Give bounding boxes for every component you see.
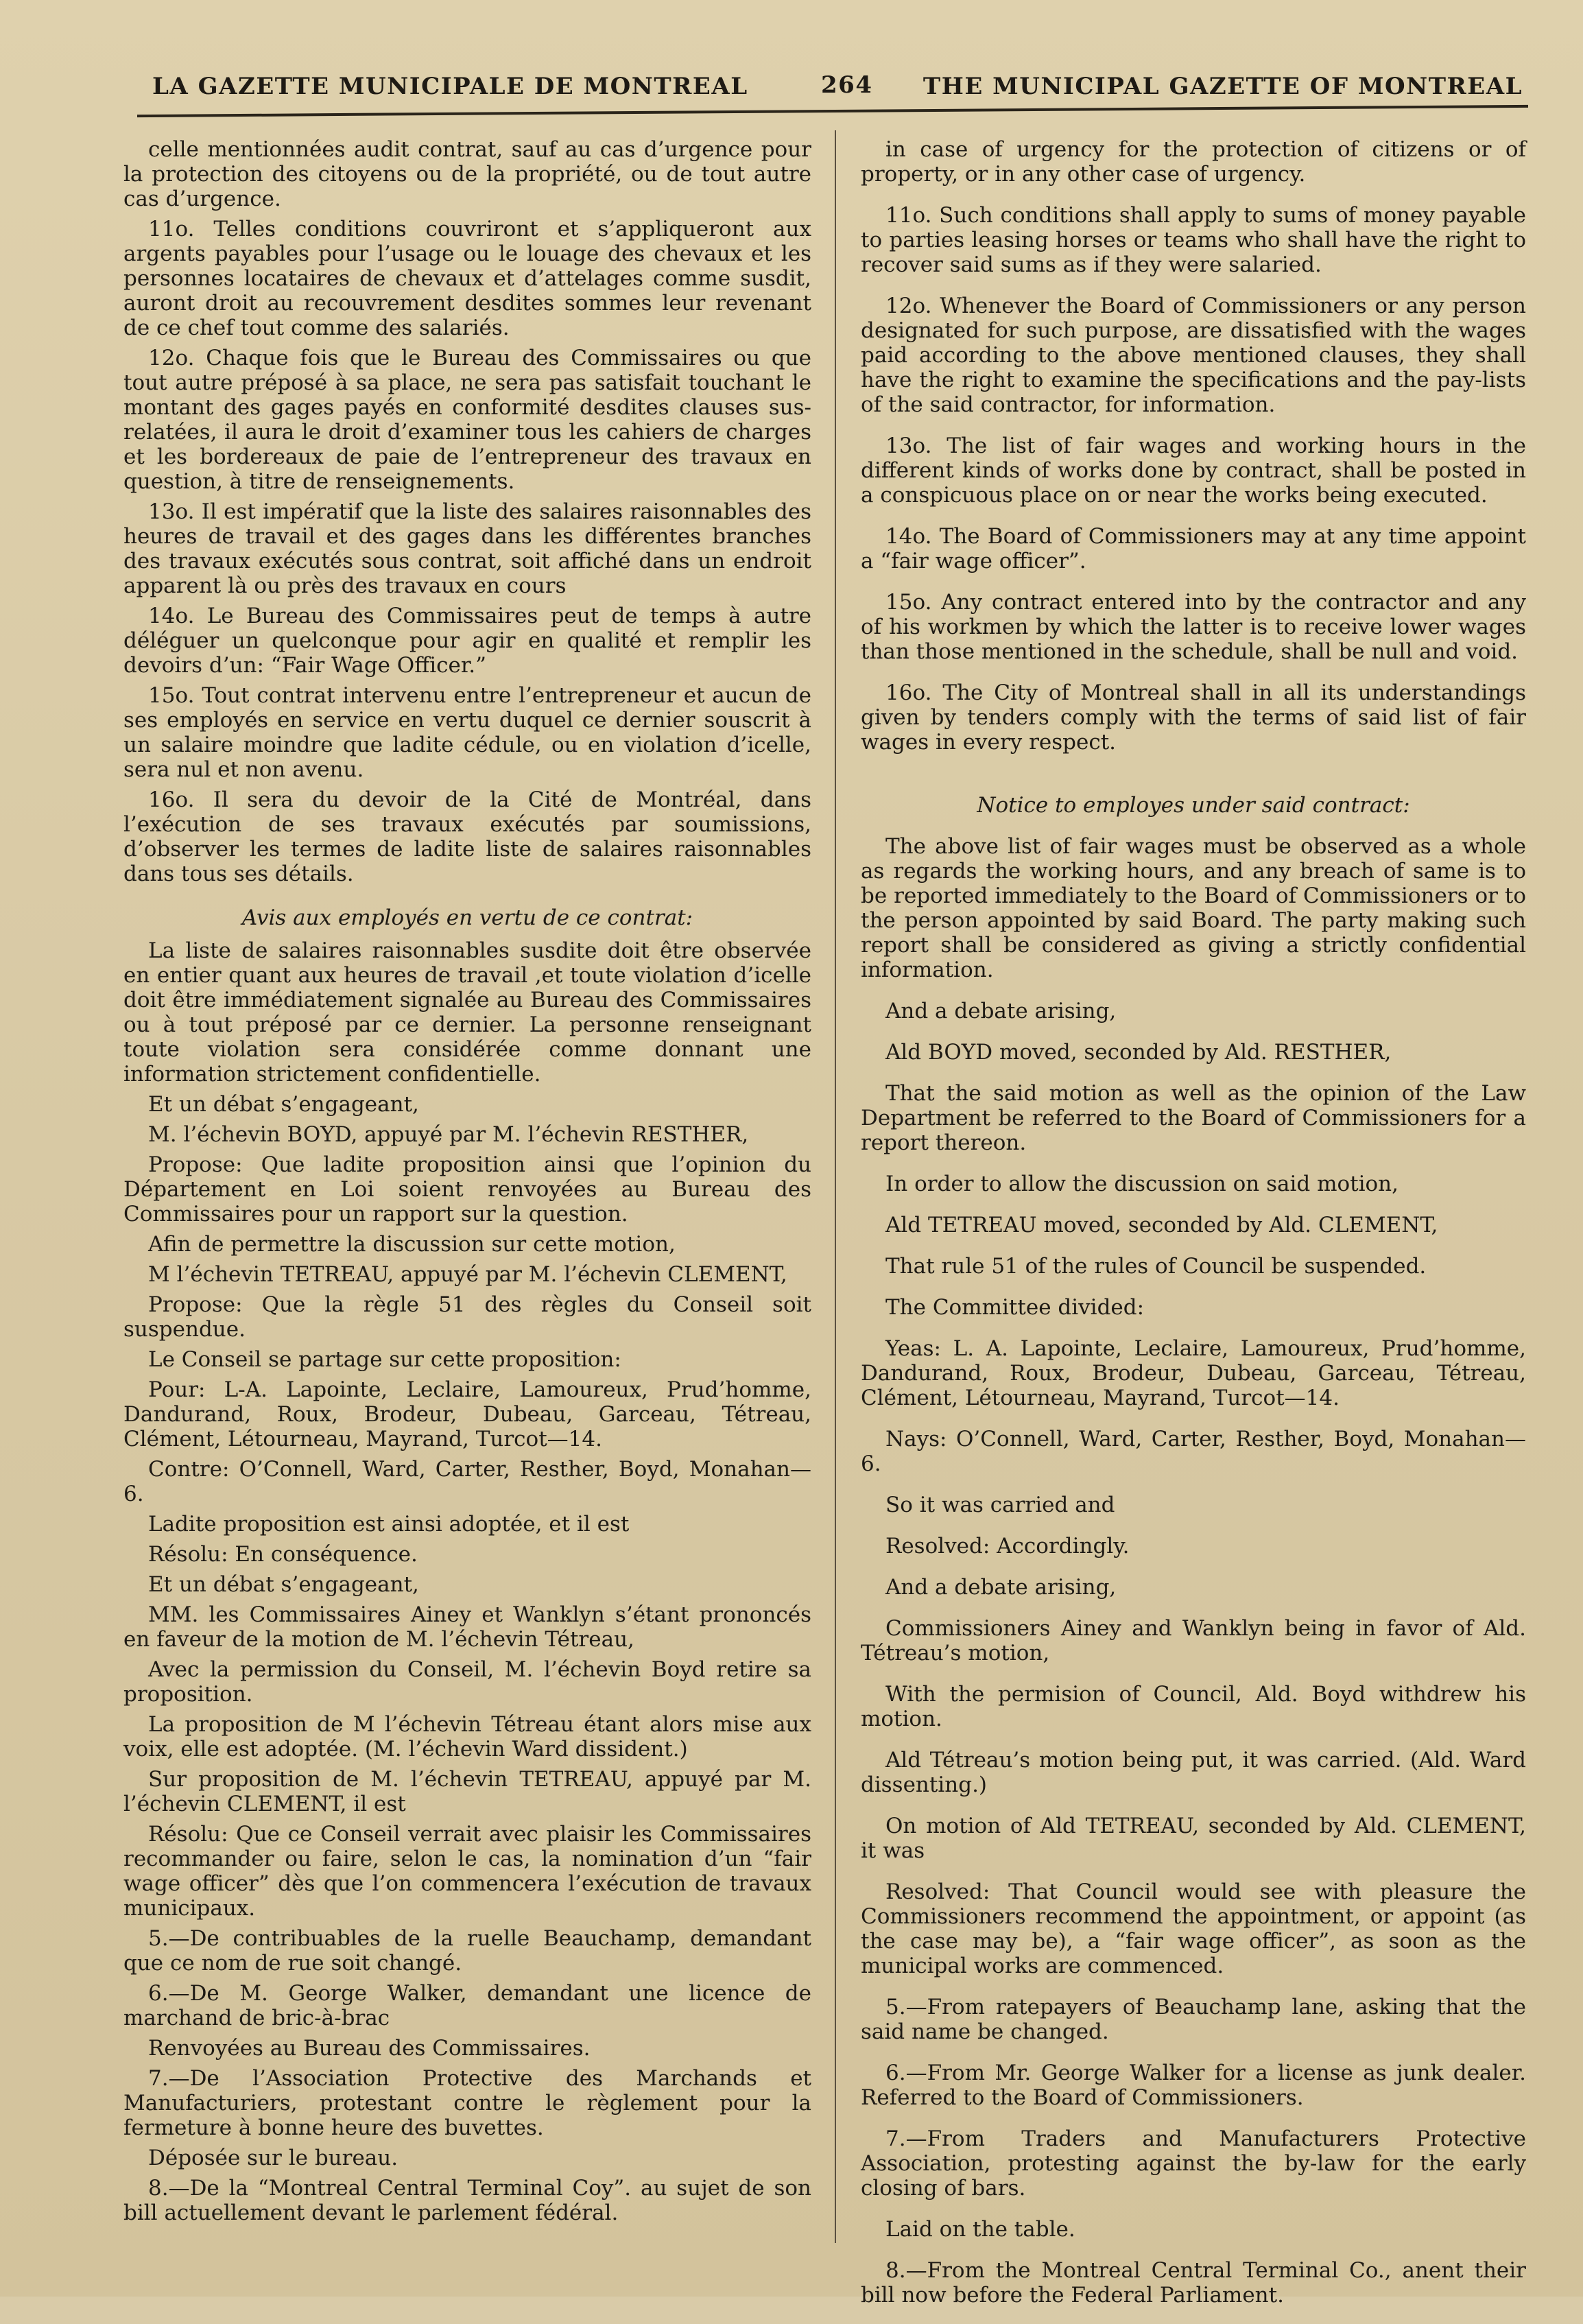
paragraph: celle mentionnées audit contrat, sauf au cas d’urgence pour la protection des citoyens ou de la propriété, ou de tout autre cas d’urgence. <box>123 137 811 211</box>
notice-heading: Avis aux employés en vertu de ce contrat: <box>241 905 693 930</box>
paragraph: Sur proposition de M. l’échevin TETREAU, appuyé par M. l’échevin CLEMENT, il est <box>123 1767 811 1816</box>
paragraph: The above list of fair wages must be observed as a whole as regards the working hours, and any breach of same is to be reported immediately to the Board of Commissioners or to the person appointed by said Board. The party making such report shall be considered as giving a strictly confidential information. <box>861 834 1526 982</box>
paragraph: MM. les Commissaires Ainey et Wanklyn s’étant prononcés en faveur de la motion de M. l’échevin Tétreau, <box>123 1602 811 1652</box>
paragraph: That rule 51 of the rules of Council be suspended. <box>885 1254 1427 1279</box>
paragraph: Laid on the table. <box>885 2217 1075 2242</box>
paragraph: With the permision of Council, Ald. Boyd withdrew his motion. <box>861 1682 1526 1731</box>
paragraph: 15o. Tout contrat intervenu entre l’entrepreneur et aucun de ses employés en service en vertu duquel ce dernier souscrit à un salaire moindre que ladite cédule, ou en violation d’icelle, sera nul et non avenu. <box>123 683 811 782</box>
paragraph: Le Conseil se partage sur cette proposition: <box>148 1347 621 1372</box>
paragraph: 14o. The Board of Commissioners may at any time appoint a “fair wage officer”. <box>861 524 1526 573</box>
paragraph: So it was carried and <box>885 1493 1115 1517</box>
paragraph: 6.—From Mr. George Walker for a license as junk dealer. Referred to the Board of Commissioners. <box>861 2061 1526 2110</box>
paragraph: 12o. Chaque fois que le Bureau des Commissaires ou que tout autre préposé à sa place, ne sera pas satisfait touchant le montant des gages payés en conformité desdites clauses sus-relatées, il aura le droit d’examiner tous les cahiers de charges et les bordereaux de paie de l’entrepreneur des travaux en question, à titre de renseignements. <box>123 346 811 494</box>
paragraph: Avec la permission du Conseil, M. l’échevin Boyd retire sa proposition. <box>123 1657 811 1707</box>
paragraph: Commissioners Ainey and Wanklyn being in favor of Ald. Tétreau’s motion, <box>861 1616 1526 1665</box>
paragraph: Ald Tétreau’s motion being put, it was carried. (Ald. Ward dissenting.) <box>861 1748 1526 1797</box>
paragraph: Ald BOYD moved, seconded by Ald. RESTHER, <box>885 1040 1392 1065</box>
paragraph: Contre: O’Connell, Ward, Carter, Resther, Boyd, Monahan—6. <box>123 1457 811 1506</box>
notice-heading: Notice to employes under said contract: <box>977 793 1410 818</box>
paragraph: 8.—From the Montreal Central Terminal Co., anent their bill now before the Federal Parliament. <box>861 2258 1526 2308</box>
english-column <box>861 137 1526 2324</box>
paragraph: 16o. The City of Montreal shall in all its understandings given by tenders comply with the terms of said list of fair wages in every respect. <box>861 680 1526 755</box>
paragraph: M l’échevin TETREAU, appuyé par M. l’échevin CLEMENT, <box>148 1262 787 1287</box>
paragraph: In order to allow the discussion on said motion, <box>885 1172 1398 1196</box>
paragraph: 5.—De contribuables de la ruelle Beauchamp, demandant que ce nom de rue soit changé. <box>123 1926 811 1976</box>
paragraph: 11o. Telles conditions couvriront et s’appliqueront aux argents payables pour l’usage ou le louage des chevaux et les personnes locataires de chevaux et d’attelages comme susdit, auront droit au recouvrement desdites sommes leur revenant de ce chef tout comme des salariés. <box>123 217 811 340</box>
paragraph: M. l’échevin BOYD, appuyé par M. l’échevin RESTHER, <box>148 1122 749 1147</box>
header-english-title: THE MUNICIPAL GAZETTE OF MONTREAL <box>923 73 1523 100</box>
paragraph: 16o. Il sera du devoir de la Cité de Montréal, dans l’exécution de ses travaux exécutés par soumissions, d’observer les termes de ladite liste de salaires raisonnables dans tous ses détails. <box>123 787 811 886</box>
paragraph: The Committee divided: <box>885 1295 1145 1320</box>
paragraph: 5.—From ratepayers of Beauchamp lane, asking that the said name be changed. <box>861 1995 1526 2044</box>
paragraph: 7.—De l’Association Protective des Marchands et Manufacturiers, protestant contre le règlement pour la fermeture à bonne heure des buvettes. <box>123 2066 811 2140</box>
paragraph: 7.—From Traders and Manufacturers Protective Association, protesting against the by-law for the early closing of bars. <box>861 2126 1526 2201</box>
paragraph: Résolu: Que ce Conseil verrait avec plaisir les Commissaires recommander ou faire, selon le cas, la nomination d’un “fair wage officer” dès que l’on commencera l’exécution de travaux municipaux. <box>123 1822 811 1921</box>
paragraph: Résolu: En conséquence. <box>148 1542 418 1567</box>
paragraph: in case of urgency for the protection of citizens or of property, or in any other case of urgency. <box>861 137 1526 187</box>
paragraph: Déposée sur le bureau. <box>148 2146 398 2170</box>
paragraph: Renvoyées au Bureau des Commissaires. <box>148 2036 591 2061</box>
paragraph: 8.—De la “Montreal Central Terminal Coy”. au sujet de son bill actuellement devant le parlement fédéral. <box>123 2176 811 2225</box>
paragraph: Et un débat s’engageant, <box>148 1572 419 1597</box>
paragraph: Nays: O’Connell, Ward, Carter, Resther, Boyd, Monahan—6. <box>861 1427 1526 1476</box>
paragraph: Pour: L-A. Lapointe, Leclaire, Lamoureux, Prud’homme, Dandurand, Roux, Brodeur, Dubeau, Garceau, Tétreau, Clément, Létourneau, Mayrand, Turcot—14. <box>123 1377 811 1451</box>
page-number: 264 <box>821 71 873 99</box>
paragraph: Resolved: Accordingly. <box>885 1534 1130 1558</box>
paragraph: 13o. The list of fair wages and working hours in the different kinds of works done by contract, shall be posted in a conspicuous place on or near the works being executed. <box>861 434 1526 508</box>
paragraph: That the said motion as well as the opinion of the Law Department be referred to the Board of Commissioners for a report thereon. <box>861 1081 1526 1155</box>
paragraph: Et un débat s’engageant, <box>148 1092 419 1117</box>
column-divider <box>835 130 836 2243</box>
paragraph: Yeas: L. A. Lapointe, Leclaire, Lamoureux, Prud’homme, Dandurand, Roux, Brodeur, Dubeau, Garceau, Tétreau, Clément, Létourneau, Mayrand, Turcot—14. <box>861 1336 1526 1410</box>
paragraph: And a debate arising, <box>885 999 1117 1023</box>
paragraph: 12o. Whenever the Board of Commissioners or any person designated for such purpose, are dissatisfied with the wages paid according to the above mentioned clauses, they shall have the right to examine the specifications and the pay-lists of the said contractor, for information. <box>861 294 1526 417</box>
paragraph: Resolved: That Council would see with pleasure the Commissioners recommend the appointment, or appoint (as the case may be), a “fair wage officer”, as soon as the municipal works are commenced. <box>861 1880 1526 1978</box>
page-header <box>152 66 1523 107</box>
paragraph: Ladite proposition est ainsi adoptée, et il est <box>148 1512 630 1537</box>
paragraph: Afin de permettre la discussion sur cette motion, <box>148 1232 676 1257</box>
paragraph: Propose: Que ladite proposition ainsi que l’opinion du Département en Loi soient renvoyées au Bureau des Commissaires pour un rapport sur la question. <box>123 1152 811 1226</box>
paragraph: La proposition de M l’échevin Tétreau étant alors mise aux voix, elle est adoptée. (M. l’échevin Ward dissident.) <box>123 1712 811 1762</box>
header-french-title: LA GAZETTE MUNICIPALE DE MONTREAL <box>152 73 748 100</box>
paragraph: 13o. Il est impératif que la liste des salaires raisonnables des heures de travail et des gages dans les différentes branches des travaux exécutés sous contrat, soit affiché dans un endroit apparent là ou près des travaux en cours <box>123 499 811 598</box>
paragraph: Propose: Que la règle 51 des règles du Conseil soit suspendue. <box>123 1292 811 1342</box>
paragraph: 14o. Le Bureau des Commissaires peut de temps à autre déléguer un quelconque pour agir en qualité et remplir les devoirs d’un: “Fair Wage Officer.” <box>123 604 811 678</box>
paragraph: On motion of Ald TETREAU, seconded by Ald. CLEMENT, it was <box>861 1814 1526 1863</box>
french-column <box>123 137 811 2231</box>
paragraph: And a debate arising, <box>885 1575 1117 1600</box>
paragraph: 11o. Such conditions shall apply to sums of money payable to parties leasing horses or teams who shall have the right to recover said sums as if they were salaried. <box>861 203 1526 277</box>
paragraph: 15o. Any contract entered into by the contractor and any of his workmen by which the latter is to receive lower wages than those mentioned in the schedule, shall be null and void. <box>861 590 1526 664</box>
paragraph: 6.—De M. George Walker, demandant une licence de marchand de bric-à-brac <box>123 1981 811 2030</box>
paragraph: La liste de salaires raisonnables susdite doit être observée en entier quant aux heures de travail ,et toute violation d’icelle doit être immédiatement signalée au Bureau des Commissaires ou à tout préposé par ce dernier. La personne renseignant toute violation sera considérée comme donnant une information strictement confidentielle. <box>123 938 811 1087</box>
paragraph: Ald TETREAU moved, seconded by Ald. CLEMENT, <box>885 1213 1438 1237</box>
